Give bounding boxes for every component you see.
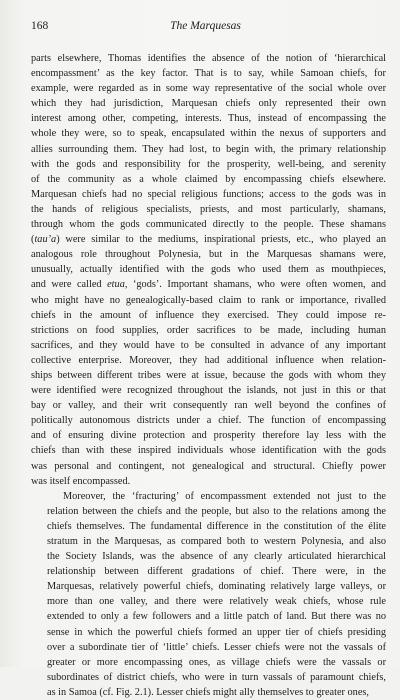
- text-line: allies surrounding them. They had lost, to begin with, the primary relationship: [31, 143, 386, 155]
- text-line: Marquesas, relatively powerful chiefs, dominating relatively large valleys, or: [47, 581, 386, 593]
- text-line: the Society Islands, was the absence of any clearly articulated hierarchical: [47, 551, 386, 563]
- body-text: [31, 51, 386, 700]
- text-line: and of ensuring divine protection and prosperity therefore lay less with the: [31, 430, 386, 442]
- text-line: collective enterprise. Moreover, they had additional influence when relation-: [31, 354, 386, 366]
- text-line: sense in which the powerful chiefs formed an upper tier of chiefs presiding: [47, 626, 386, 638]
- text-line: more than one valley, and there were relatively weak chiefs, whose rule: [47, 596, 386, 608]
- text-line: Moreover, the ‘fracturing’ of encompassment extended not just to the: [63, 490, 386, 502]
- text-line: subordinates of district chiefs, who were in turn vassals of paramount chiefs,: [47, 671, 386, 683]
- text-line: chiefs in the amount of influence they exercised. They could impose re-: [31, 309, 386, 321]
- text-line: as in Samoa (cf. Fig. 2.1). Lesser chiefs might ally themselves to greater ones,: [47, 686, 369, 698]
- text-line: who might have no genealogically-based claim to rank or importance, rivalled: [31, 294, 386, 306]
- paragraph: [31, 489, 386, 700]
- paragraph: [31, 51, 386, 489]
- text-line: unusually, actually identified with the gods who used them as mouthpieces,: [31, 264, 386, 276]
- text-line: extended to only a few followers and a little patch of land. But there was no: [47, 611, 386, 623]
- running-head: The Marquesas: [170, 20, 241, 32]
- text-line: chiefs than with these inspired individuals whose identification with the gods: [31, 445, 386, 457]
- text-line: strictions on food supplies, order sacrifices to be made, including human: [31, 324, 386, 336]
- text-line: with the gods and responsibility for the prosperity, well-being, and serenity: [31, 158, 386, 170]
- text-line: stratum in the Marquesas, as compared both to western Polynesia, and also: [47, 536, 386, 547]
- text-line: (tau’a) were similar to the mediums, inspirational priests, etc., who played an: [31, 234, 386, 246]
- text-line: sacrifices, and they would have to be consulted in advance of any important: [31, 339, 386, 351]
- text-line: chiefs themselves. The fundamental difference in the constitution of the élite: [47, 520, 386, 532]
- text-line: over a subordinate tier of ‘little’ chiefs. Lesser chiefs were not the vassals of: [47, 641, 386, 653]
- text-line: and were called etua, ‘gods’. Important shamans, who were often women, and: [31, 279, 386, 291]
- text-line: were identified were recognized throughout the islands, not just in this or that: [31, 385, 386, 397]
- text-line: which they had jurisdiction, Marquesan chiefs only represented their own: [31, 98, 386, 110]
- text-line: greater or more encompassing ones, as village chiefs were the vassals or: [47, 656, 386, 668]
- text-line: through whom the gods communicated directly to the people. These shamans: [31, 219, 386, 231]
- text-line: politically autonomous districts under a chief. The function of encompassing: [31, 415, 386, 427]
- text-line: the hands of religious specialists, priests, and most particularly, shamans,: [31, 203, 386, 215]
- text-line: analogous role throughout Polynesia, but in the Marquesas shamans were,: [31, 249, 386, 261]
- text-line: Marquesan chiefs had no special religious functions; access to the gods was in: [31, 188, 386, 200]
- page-number: 168: [31, 20, 49, 32]
- text-line: was personal and contingent, not genealogical and structural. Chiefly power: [31, 460, 386, 472]
- text-line: encompassment’ as the key factor. That is to say, while Samoan chiefs, for: [31, 68, 386, 80]
- text-line: interest among other, competing, interests. Thus, instead of encompassing the: [31, 113, 386, 125]
- text-line: parts elsewhere, Thomas identifies the absence of the notion of ‘hierarchical: [31, 53, 386, 64]
- text-line: example, were regarded as in some way representative of the social whole over: [31, 83, 386, 95]
- text-line: was itself encompassed.: [31, 475, 131, 487]
- text-line: ships between different tribes were at issue, because the gods with whom they: [31, 369, 386, 381]
- text-line: bay or valley, and their writ consequently ran well beyond the confines of: [31, 400, 386, 412]
- text-line: of the community as a whole claimed by encompassing chiefs elsewhere.: [31, 173, 386, 185]
- text-line: relation between the chiefs and the people, but also to the relations among the: [47, 505, 386, 517]
- text-line: relationship between different gradations of chief. There were, in the: [47, 566, 386, 578]
- page-header: [31, 20, 380, 36]
- paragraph-container: [31, 51, 386, 700]
- text-line: whole they were, so to speak, encapsulated within the nexus of supporters and: [31, 128, 386, 140]
